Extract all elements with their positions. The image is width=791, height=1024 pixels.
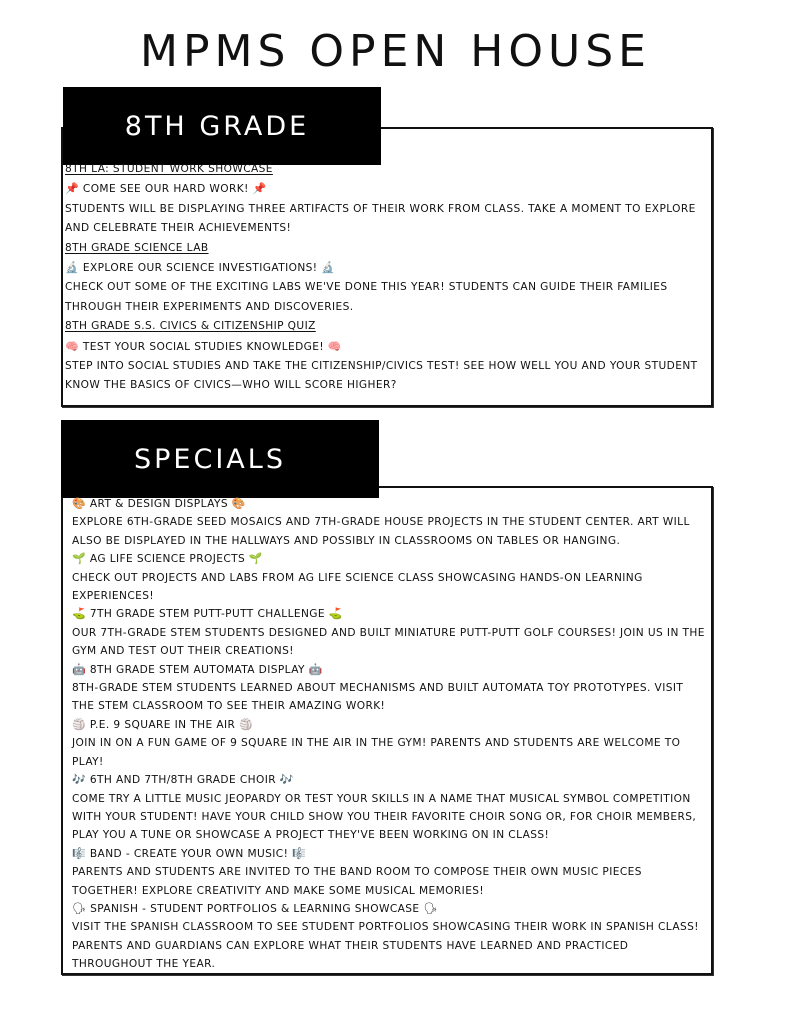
musical-score-icon: 🎼 xyxy=(292,846,307,860)
event-subheading-row xyxy=(72,495,708,513)
event-description: EXPLORE 6TH-GRADE SEED MOSAICS AND 7TH-GRADE HOUSE PROJECTS IN THE STUDENT CENTER. ART WILL ALSO BE DISPLAYED IN THE HALLWAYS AND POSSIBLY IN CLASSROOMS ON TABLES OR HANGING. xyxy=(72,516,690,547)
event-description: CHECK OUT SOME OF THE EXCITING LABS WE'VE DONE THIS YEAR! STUDENTS CAN GUIDE THEIR FAMILIES THROUGH THEIR EXPERIMENTS AND DISCOVERIES. xyxy=(65,281,668,313)
speaking-head-icon: 🗣 xyxy=(423,901,438,915)
volleyball-icon: 🏐 xyxy=(239,717,254,731)
event-subheading-row xyxy=(72,605,708,623)
event-description: STUDENTS WILL BE DISPLAYING THREE ARTIFACTS OF THEIR WORK FROM CLASS. TAKE A MOMENT TO EXPLORE AND CELEBRATE THEIR ACHIEVEMENTS! xyxy=(65,202,696,235)
music-notes-icon: 🎶 xyxy=(279,773,294,787)
pushpin-icon: 📌 xyxy=(65,182,80,196)
event-subheading: 7TH GRADE STEM PUTT-PUTT CHALLENGE xyxy=(89,608,325,621)
event-heading: 8TH GRADE SCIENCE LAB xyxy=(65,241,209,254)
event-description: CHECK OUT PROJECTS AND LABS FROM AG LIFE SCIENCE CLASS SHOWCASING HANDS-ON LEARNING EXPERIENCES! xyxy=(72,571,643,603)
event-description: JOIN IN ON A FUN GAME OF 9 SQUARE IN THE AIR IN THE GYM! PARENTS AND STUDENTS ARE WELCOME TO PLAY! xyxy=(72,737,681,768)
event-description: STEP INTO SOCIAL STUDIES AND TAKE THE CITIZENSHIP/CIVICS TEST! SEE HOW WELL YOU AND YOUR STUDENT KNOW THE BASICS OF CIVICS—WHO WILL SCORE HIGHER? xyxy=(65,360,698,392)
event-subheading-row xyxy=(65,258,711,278)
page-title: MPMS OPEN HOUSE xyxy=(140,26,651,77)
brain-icon: 🧠 xyxy=(327,339,342,353)
specials-section-tab: SPECIALS xyxy=(61,420,379,498)
event-description: PARENTS AND STUDENTS ARE INVITED TO THE BAND ROOM TO COMPOSE THEIR OWN MUSIC PIECES TOGETHER! EXPLORE CREATIVITY AND MAKE SOME MUSICAL MEMORIES! xyxy=(72,866,642,897)
event-description: 8TH-GRADE STEM STUDENTS LEARNED ABOUT MECHANISMS AND BUILT AUTOMATA TOY PROTOTYPES. VISIT THE STEM CLASSROOM TO SEE THEIR AMAZING WORK! xyxy=(72,682,684,713)
specials-content xyxy=(72,495,708,974)
event-subheading: AG LIFE SCIENCE PROJECTS xyxy=(89,553,246,566)
robot-icon: 🤖 xyxy=(72,662,87,676)
event-subheading-row xyxy=(65,337,711,357)
pushpin-icon: 📌 xyxy=(252,182,267,196)
event-subheading-row xyxy=(65,179,711,199)
event-heading: 8TH GRADE S.S. CIVICS & CITIZENSHIP QUIZ xyxy=(65,320,316,333)
event-subheading: SPANISH - STUDENT PORTFOLIOS & LEARNING SHOWCASE xyxy=(90,902,420,915)
event-subheading: EXPLORE OUR SCIENCE INVESTIGATIONS! xyxy=(82,262,318,275)
musical-score-icon: 🎼 xyxy=(72,846,87,860)
speaking-head-icon: 🗣 xyxy=(72,901,87,915)
microscope-icon: 🔬 xyxy=(321,261,336,275)
event-subheading-row xyxy=(72,771,708,789)
event-subheading-row xyxy=(72,550,708,568)
event-subheading: TEST YOUR SOCIAL STUDIES KNOWLEDGE! xyxy=(82,340,325,353)
event-subheading: 8TH GRADE STEM AUTOMATA DISPLAY xyxy=(89,663,305,676)
seedling-icon: 🌱 xyxy=(72,552,87,566)
palette-icon: 🎨 xyxy=(72,497,87,510)
palette-icon: 🎨 xyxy=(231,497,246,510)
brain-icon: 🧠 xyxy=(65,339,80,353)
event-subheading-row xyxy=(72,716,708,734)
golf-flag-icon: ⛳ xyxy=(328,607,343,621)
music-notes-icon: 🎶 xyxy=(72,773,87,787)
event-subheading: ART & DESIGN DISPLAYS xyxy=(89,498,228,510)
event-description: OUR 7TH-GRADE STEM STUDENTS DESIGNED AND BUILT MINIATURE PUTT-PUTT GOLF COURSES! JOIN US IN THE GYM AND TEST OUT THEIR CREATIONS! xyxy=(72,626,705,658)
event-subheading: 6TH AND 7TH/8TH GRADE CHOIR xyxy=(89,774,277,787)
event-subheading: P.E. 9 SQUARE IN THE AIR xyxy=(89,718,236,731)
event-subheading-row xyxy=(72,661,708,679)
event-subheading: BAND - CREATE YOUR OWN MUSIC! xyxy=(89,847,289,860)
event-subheading: COME SEE OUR HARD WORK! xyxy=(82,183,249,196)
event-subheading-row xyxy=(72,900,708,918)
volleyball-icon: 🏐 xyxy=(72,717,87,731)
event-heading: 8TH LA: STUDENT WORK SHOWCASE xyxy=(65,163,273,175)
event-description: VISIT THE SPANISH CLASSROOM TO SEE STUDENT PORTFOLIOS SHOWCASING THEIR WORK IN SPANISH CLASS! PARENTS AND GUARDIANS CAN EXPLORE WHAT THEIR STUDENTS HAVE LEARNED AND PRACTICED THROUGHOUT THE YEAR. xyxy=(72,921,699,971)
grade8-section-tab: 8TH GRADE xyxy=(63,87,381,165)
event-description: COME TRY A LITTLE MUSIC JEOPARDY OR TEST YOUR SKILLS IN A NAME THAT MUSICAL SYMBOL COMPETITION WITH YOUR STUDENT! HAVE YOUR CHILD SHOW YOU THEIR FAVORITE CHOIR SONG OR, FOR CHOIR MEMBERS, PLAY YOU A TUNE OR SHOWCASE A PROJECT THEY'VE BEEN WORKING ON IN CLASS! xyxy=(72,792,697,842)
event-subheading-row xyxy=(72,845,708,863)
microscope-icon: 🔬 xyxy=(65,261,80,275)
grade8-content xyxy=(65,160,711,396)
robot-icon: 🤖 xyxy=(308,662,323,676)
seedling-icon: 🌱 xyxy=(248,552,264,566)
golf-flag-icon: ⛳ xyxy=(72,607,87,621)
